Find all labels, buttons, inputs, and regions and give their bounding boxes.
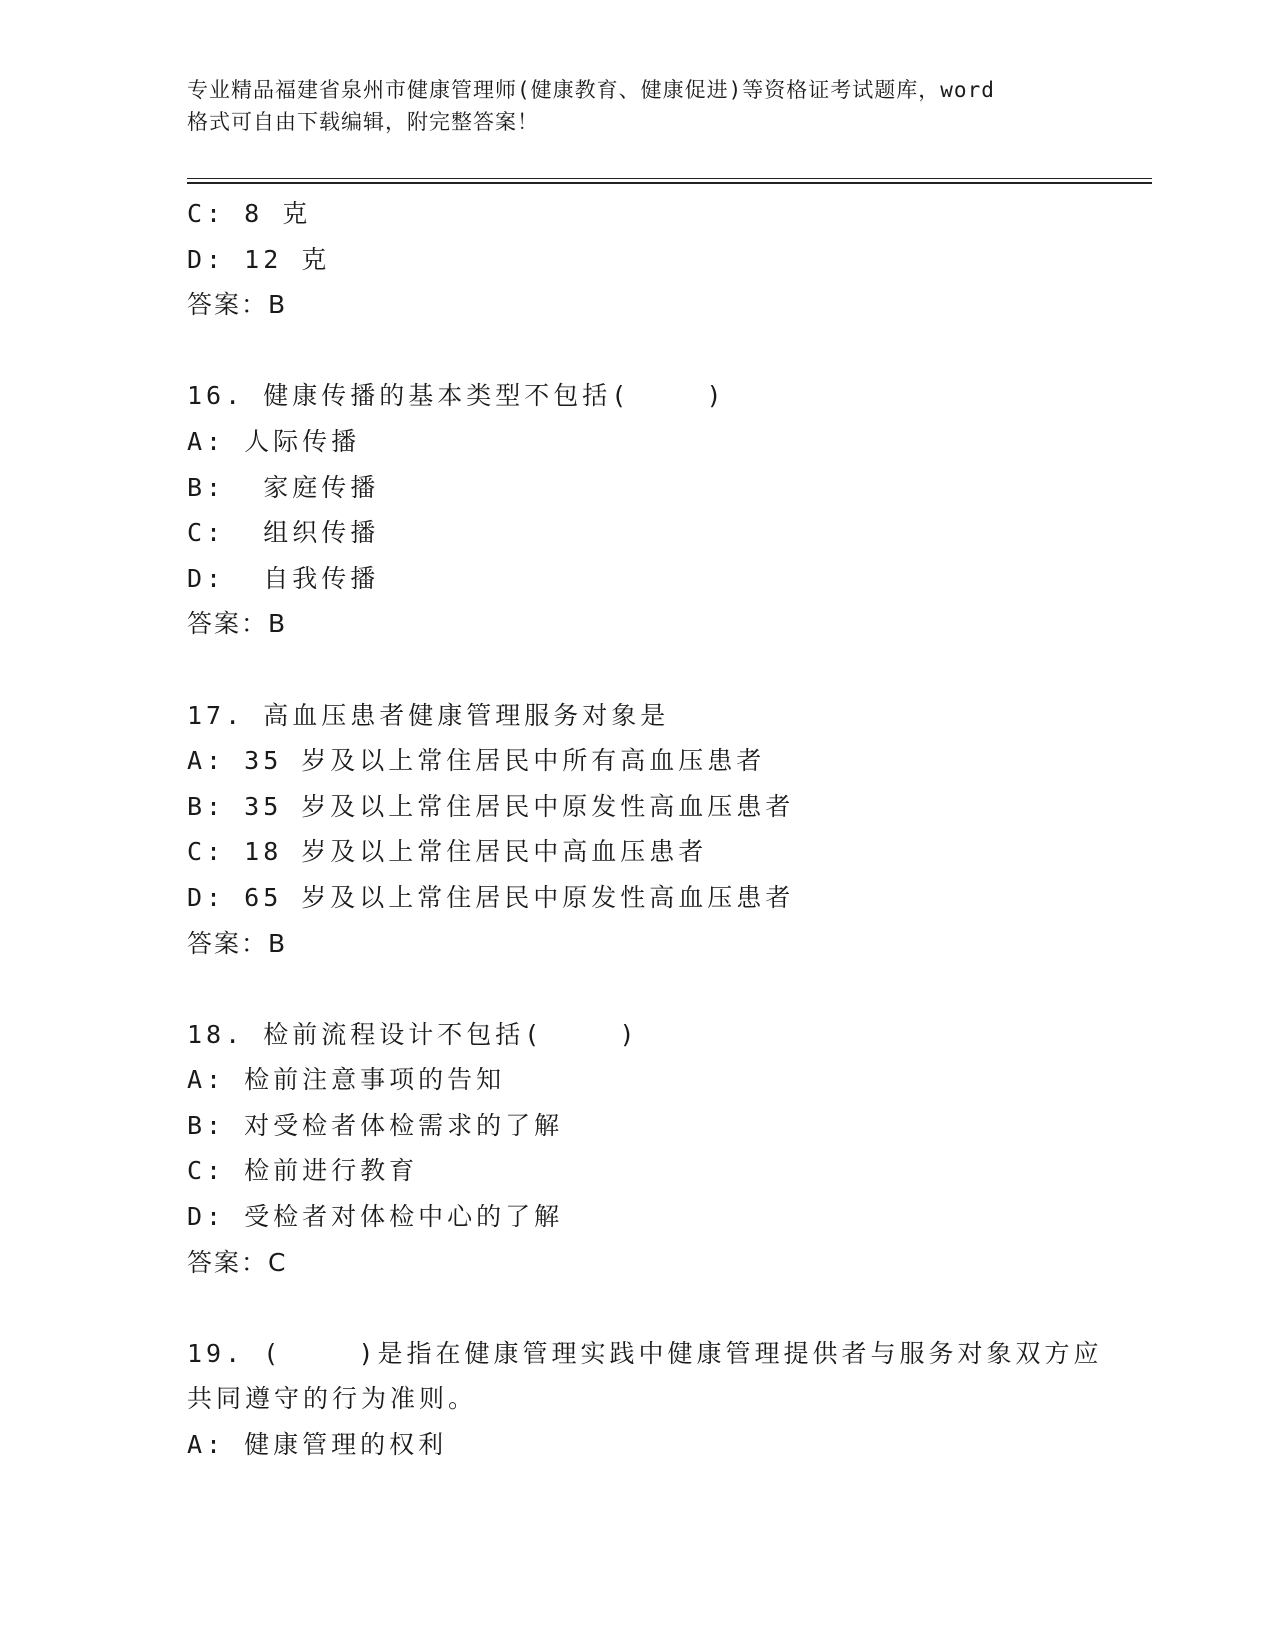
page-header: [187, 74, 1087, 138]
header-line-2: 格式可自由下载编辑，附完整答案！: [187, 110, 539, 134]
q18-stem: 18. 检前流程设计不包括( ): [187, 1019, 639, 1049]
q15-answer: 答案：B: [187, 290, 288, 320]
spacer: [187, 647, 1087, 693]
q16-option-d: D: 自我传播: [187, 563, 380, 593]
q19-stem-line-2: 共同遵守的行为准则。: [187, 1384, 478, 1414]
q17-option-a: A: 35 岁及以上常住居民中所有高血压患者: [187, 746, 766, 776]
q16-option-c: C: 组织传播: [187, 518, 380, 548]
q15-option-c: C: 8 克: [187, 199, 312, 228]
q18-option-b: B: 对受检者体检需求的了解: [187, 1110, 564, 1140]
q17-answer: 答案：B: [187, 928, 288, 958]
header-rule-thick: [187, 182, 1152, 184]
q17-option-d: D: 65 岁及以上常住居民中原发性高血压患者: [187, 882, 795, 912]
q16-answer: 答案：B: [187, 609, 288, 639]
q16-option-a: A: 人际传播: [187, 426, 361, 456]
q18-option-d: D: 受检者对体检中心的了解: [187, 1202, 564, 1232]
question-content: [187, 191, 1103, 1468]
q18-answer: 答案：C: [187, 1247, 288, 1277]
spacer: [187, 966, 1087, 1012]
q17-option-c: C: 18 岁及以上常住居民中高血压患者: [187, 837, 708, 867]
spacer: [187, 1285, 1087, 1331]
q18-option-a: A: 检前注意事项的告知: [187, 1065, 506, 1095]
header-line-1: 专业精品福建省泉州市健康管理师(健康教育、健康促进)等资格证考试题库，word: [187, 78, 995, 102]
q19-stem-line-1: 19. ( )是指在健康管理实践中健康管理提供者与服务对象双方应: [187, 1338, 1103, 1368]
q19-option-a: A: 健康管理的权利: [187, 1430, 448, 1460]
q16-stem: 16. 健康传播的基本类型不包括( ): [187, 381, 726, 411]
q15-option-d: D: 12 克: [187, 244, 331, 274]
q17-stem: 17. 高血压患者健康管理服务对象是: [187, 700, 670, 730]
q17-option-b: B: 35 岁及以上常住居民中原发性高血压患者: [187, 791, 795, 821]
header-rule-thin: [187, 178, 1152, 179]
q18-option-c: C: 检前进行教育: [187, 1156, 419, 1186]
q16-option-b: B: 家庭传播: [187, 472, 380, 502]
spacer: [187, 328, 1087, 374]
